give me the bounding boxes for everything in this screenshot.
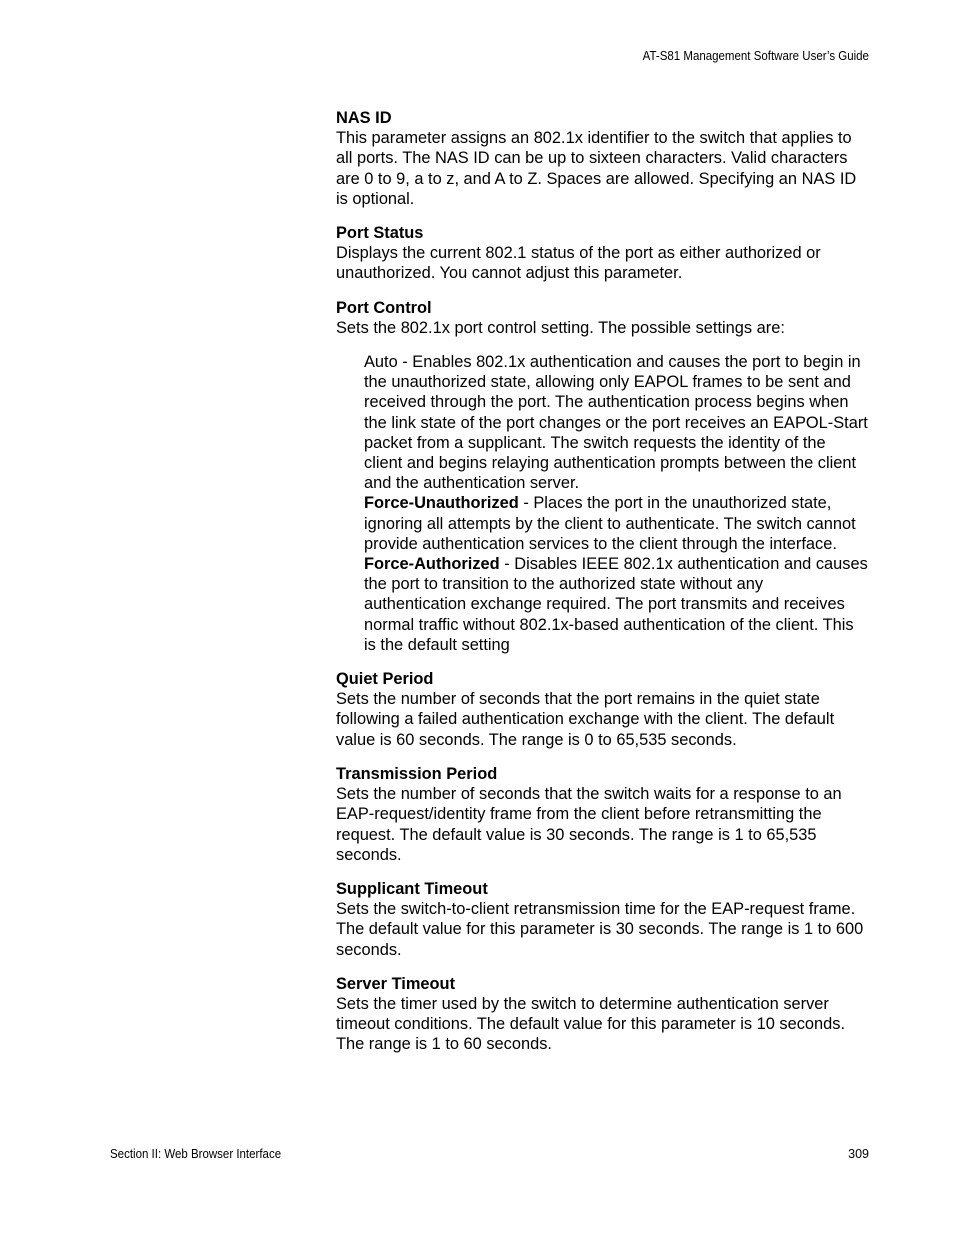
section-heading: Server Timeout	[336, 974, 456, 993]
option-force-unauthorized	[364, 493, 868, 554]
option-term: Force-Authorized	[364, 555, 500, 574]
option-term: Force-Unauthorized	[364, 494, 519, 513]
section-body: Sets the timer used by the switch to determine authentication server timeout conditions. The default value for this parameter is 10 seconds. The range is 1 to 60 seconds.	[336, 994, 845, 1054]
running-header: AT-S81 Management Software User’s Guide	[642, 49, 869, 63]
section-body: Sets the number of seconds that the port remains in the quiet state following a failed authentication exchange with the client. The default value is 60 seconds. The range is 0 to 65,535 seconds.	[336, 690, 835, 749]
section-server-timeout	[336, 974, 868, 1055]
section-body: Sets the number of seconds that the switch waits for a response to an EAP-request/identity frame from the client before retransmitting the request. The default value is 30 seconds. The range is 1 to 65,535 seconds.	[336, 785, 842, 864]
section-body: Sets the 802.1x port control setting. The possible settings are:	[336, 318, 785, 337]
option-force-authorized	[364, 554, 868, 655]
section-transmission-period	[336, 764, 868, 865]
option-text: - Places the port in the unauthorized state, ignoring all attempts by the client to authenticate. The switch cannot provide authentication services to the client through the interface.	[364, 494, 856, 553]
option-text: - Disables IEEE 802.1x authentication and causes the port to transition to the authorized state without any authentication exchange required. The port transmits and receives normal traffic without 802.1x-based authentication of the client. This is the default setting	[364, 555, 868, 654]
option-text: Auto - Enables 802.1x authentication and causes the port to begin in the unauthorized state, allowing only EAPOL frames to be sent and received through the port. The authentication process begins when the link state of the port changes or the port receives an EAPOL-Start packet from a supplicant. The switch requests the identity of the client and begins relaying authentication prompts between the client and the authentication server.	[364, 353, 868, 493]
page-number: 309	[848, 1147, 869, 1161]
section-heading: Port Control	[336, 298, 432, 317]
section-port-status	[336, 223, 868, 284]
section-heading: Port Status	[336, 224, 424, 243]
section-heading: Supplicant Timeout	[336, 879, 488, 898]
section-body: Sets the switch-to-client retransmission time for the EAP-request frame. The default value for this parameter is 30 seconds. The range is 1 to 600 seconds.	[336, 900, 864, 959]
section-heading: Quiet Period	[336, 670, 434, 689]
section-supplicant-timeout	[336, 879, 868, 960]
page-content	[336, 108, 868, 1069]
footer-section-label: Section II: Web Browser Interface	[110, 1147, 282, 1161]
section-port-control	[336, 298, 868, 655]
section-heading: Transmission Period	[336, 764, 498, 783]
section-body: This parameter assigns an 802.1x identifier to the switch that applies to all ports. The NAS ID can be up to sixteen characters. Valid characters are 0 to 9, a to z, and A to Z. Spaces are allowed. Specifying an NAS ID is optional.	[336, 129, 857, 208]
option-auto	[364, 352, 868, 493]
section-heading: NAS ID	[336, 109, 392, 127]
section-quiet-period	[336, 669, 868, 750]
port-control-options	[336, 352, 868, 655]
section-nas-id	[336, 108, 868, 209]
section-body: Displays the current 802.1 status of the port as either authorized or unauthorized. You cannot adjust this parameter.	[336, 244, 821, 283]
